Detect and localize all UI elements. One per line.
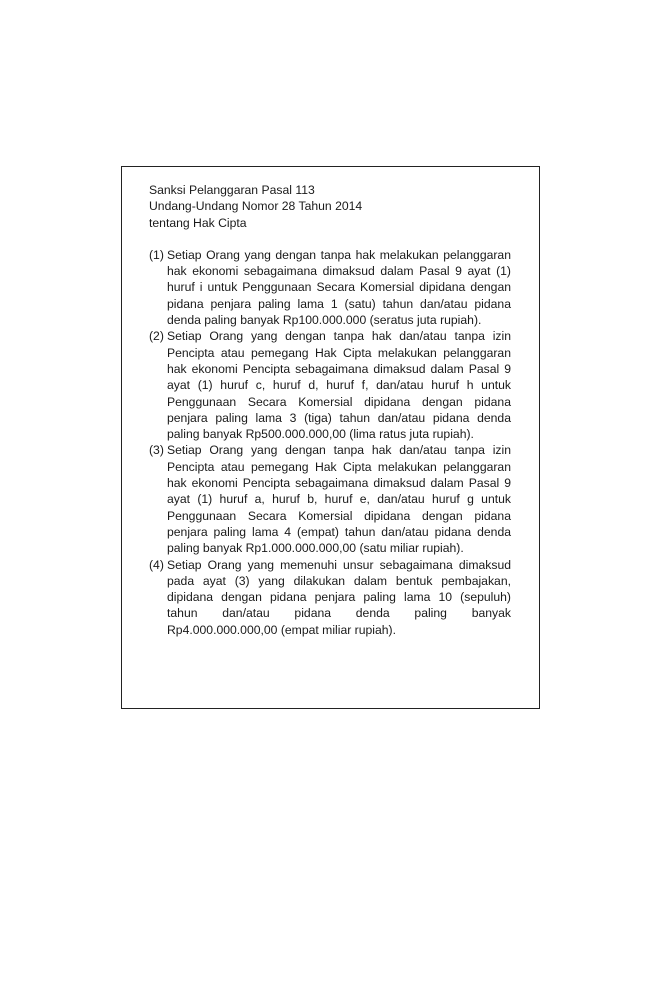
notice-content	[149, 182, 511, 638]
sanction-text: Setiap Orang yang memenuhi unsur sebagaimana dimaksud pada ayat (3) yang dilakukan dalam bentuk pembajakan, dipidana dengan pidana penjara paling lama 10 (sepuluh) tahun dan/atau pidana denda paling banyak Rp4.000.000.000,00 (empat miliar rupiah).	[167, 557, 511, 637]
sanction-list	[149, 247, 511, 638]
sanction-number: (3)	[149, 443, 164, 458]
notice-heading	[149, 182, 511, 231]
sanction-item-4	[149, 557, 511, 638]
sanction-item-2	[149, 328, 511, 442]
sanction-item-3	[149, 442, 511, 556]
heading-line-2: Undang-Undang Nomor 28 Tahun 2014	[149, 199, 363, 214]
sanction-text: Setiap Orang yang dengan tanpa hak melakukan pelanggaran hak ekonomi sebagaimana dimaksud dalam Pasal 9 ayat (1) huruf i untuk Penggunaan Secara Komersial dipidana dengan pidana penjara paling lama 1 (satu) tahun dan/atau pidana denda paling banyak Rp100.000.000 (seratus juta rupiah).	[167, 247, 511, 328]
copyright-sanction-notice-box	[121, 166, 540, 709]
sanction-number: (4)	[149, 557, 164, 572]
sanction-item-1	[149, 247, 511, 328]
heading-line-1: Sanksi Pelanggaran Pasal 113	[149, 183, 315, 197]
sanction-text: Setiap Orang yang dengan tanpa hak dan/atau tanpa izin Pencipta atau pemegang Hak Cipta melakukan pelanggaran hak ekonomi Pencipta sebagaimana dimaksud dalam Pasal 9 ayat (1) huruf c, huruf d, huruf f, dan/atau huruf h untuk Penggunaan Secara Komersial dipidana dengan pidana penjara paling lama 3 (tiga) tahun dan/atau pidana denda paling banyak Rp500.000.000,00 (lima ratus juta rupiah).	[167, 329, 511, 442]
sanction-text: Setiap Orang yang dengan tanpa hak dan/atau tanpa izin Pencipta atau pemegang Hak Cipta melakukan pelanggaran hak ekonomi Pencipta sebagaimana dimaksud dalam Pasal 9 ayat (1) huruf a, huruf b, huruf e, dan/atau huruf g untuk Penggunaan Secara Komersial dipidana dengan pidana penjara paling lama 4 (empat) tahun dan/atau pidana denda paling banyak Rp1.000.000.000,00 (satu miliar rupiah).	[167, 443, 511, 556]
heading-line-3: tentang Hak Cipta	[149, 215, 247, 230]
sanction-number: (2)	[149, 329, 164, 344]
sanction-number: (1)	[149, 247, 164, 262]
